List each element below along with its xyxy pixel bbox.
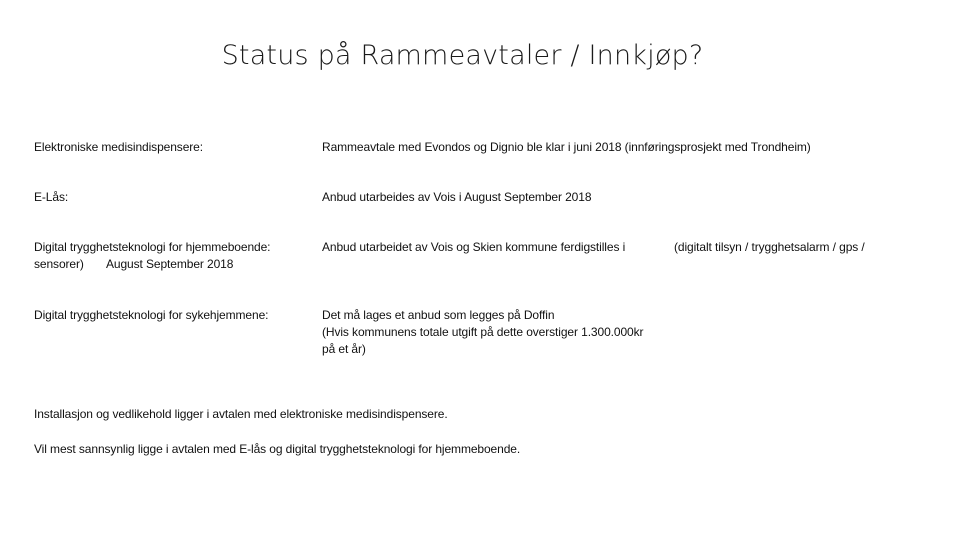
row-continuation-date: August September 2018 <box>106 257 234 271</box>
row-text-e-las: Anbud utarbeides av Vois i August September 2018 <box>322 190 592 204</box>
note-installasjon: Installasjon og vedlikehold ligger i avtalen med elektroniske medisindispensere. <box>34 407 448 421</box>
row-text-hjemmeboende: Anbud utarbeidet av Vois og Skien kommune ferdigstilles i <box>322 240 626 254</box>
row-text-medisindispensere: Rammeavtale med Evondos og Dignio ble klar i juni 2018 (innføringsprosjekt med Trondheim) <box>322 140 811 154</box>
row-text-sykehjemmene-line-2: (Hvis kommunens totale utgift på dette overstiger 1.300.000kr <box>322 325 644 339</box>
slide-title: Status på Rammeavtaler / Innkjøp? <box>221 40 704 71</box>
row-text-hjemmeboende-extra: (digitalt tilsyn / trygghetsalarm / gps / <box>674 240 865 254</box>
row-text-sykehjemmene-line-3: på et år) <box>322 342 366 356</box>
row-continuation-sensorer: sensorer) <box>34 257 84 271</box>
row-text-sykehjemmene-line-1: Det må lages et anbud som legges på Doffin <box>322 308 555 322</box>
row-label-sykehjemmene: Digital trygghetsteknologi for sykehjemmene: <box>34 308 269 322</box>
note-avtalen: Vil mest sannsynlig ligge i avtalen med E-lås og digital trygghetsteknologi for hjemmeboende. <box>34 442 521 456</box>
row-label-e-las: E-Lås: <box>34 190 69 204</box>
row-label-medisindispensere: Elektroniske medisindispensere: <box>34 140 203 154</box>
row-label-hjemmeboende: Digital trygghetsteknologi for hjemmeboende: <box>34 240 271 254</box>
